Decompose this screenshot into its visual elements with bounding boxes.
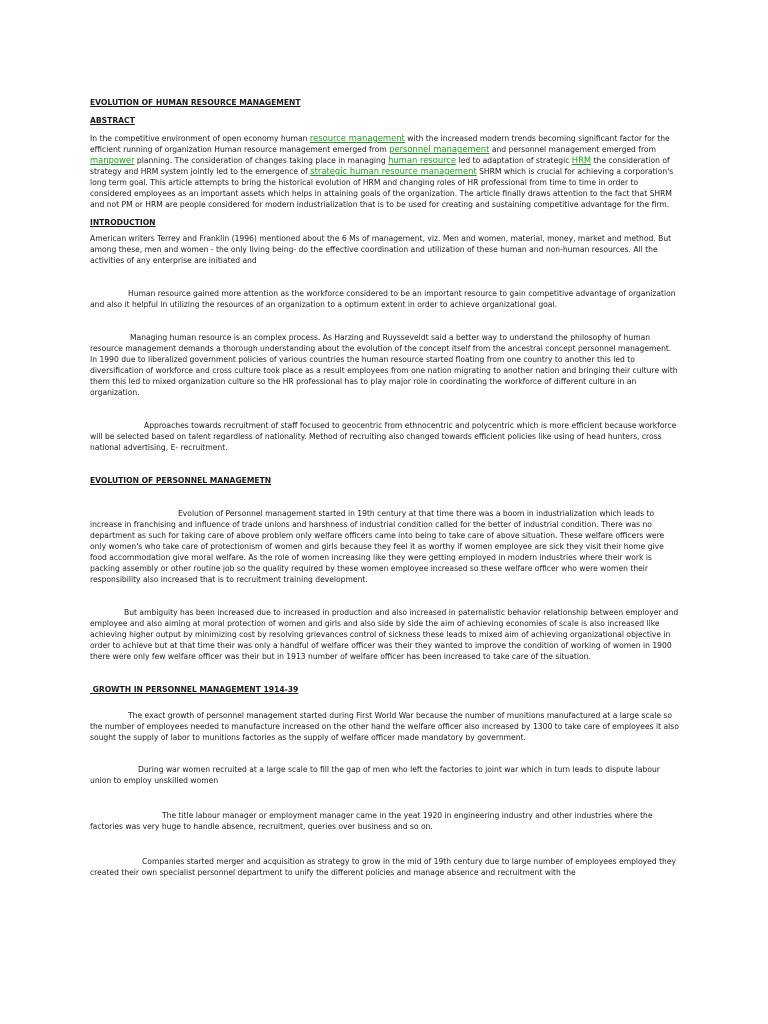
abstract-text: planning. The consideration of changes taking place in managing (134, 156, 389, 165)
intro-paragraph-4: Approaches towards recruitment of staff focused to geocentric from ethnocentric and polycentric which is more efficient because workforce will be selected based on talent regardless of nationality. Method of recruiting also changed towards efficient policies like using of head hunters, cross national advertising, E- recruitment. (90, 421, 677, 452)
link-manpower[interactable]: manpower (90, 155, 135, 165)
abstract-paragraph (90, 133, 680, 210)
abstract-text: with the increased modern trends becoming significant factor for the efficient running of organization Human resource management emerged from (90, 134, 670, 154)
growth-paragraph-1: The exact growth of personnel management started during First World War because the number of munitions manufactured at a large scale so the number of employees needed to manufacture increased on the other hand the welfare officer also increased by 1300 to take care of employees it also sought the supply of labor to munitions factories as the supply of welfare officer made mandatory by government. (90, 711, 679, 742)
intro-paragraph-2: Human resource gained more attention as the workforce considered to be an important resource to gain competitive advantage of organization and also it helpful in utilizing the resources of an organization to a optimum extent in order to achieve organizational goal. (90, 289, 676, 309)
growth-paragraph-2: During war women recruited at a large scale to fill the gap of men who left the factories to joint war which in turn leads to dispute labour union to employ unskilled women (90, 765, 660, 785)
link-resource-management[interactable]: resource management (309, 133, 405, 143)
abstract-text: In the competitive environment of open economy human (90, 134, 310, 143)
document-title: EVOLUTION OF HUMAN RESOURCE MANAGEMENT (90, 98, 301, 107)
abstract-text: led to adaptation of strategic (456, 156, 572, 165)
document-body (90, 97, 680, 878)
introduction-heading: INTRODUCTION (90, 218, 156, 227)
abstract-text: SHRM which is crucial for achieving a corporation's long term goal. This article attempts to bring the historical evolution of HRM and changing roles of HR professional from time to time in order to considered employees as an important assets which helps in attaining goals of the organization. The article finally draws attention to the fact that SHRM and not PM or HRM are people considered for modern industrialization that is to be used for creating and sustaining competitive advantage for the firm. (90, 167, 674, 209)
link-strategic-hrm[interactable]: strategic human resource management (310, 166, 477, 176)
abstract-text: the consideration of strategy and HRM system jointly led to the emergence of (90, 156, 670, 176)
link-human-resource[interactable]: human resource (388, 155, 457, 165)
personnel-paragraph-2: But ambiguity has been increased due to increased in production and also increased in paternalistic behavior relationship between employer and employee and also aiming at moral protection of women and girls and also side by side the aim of achieving economies of scale is also increased like achieving higher output by minimizing cost by resolving grievances control of sickness these leads to mixed aim of achieving organizational objective in order to achieve but at that time their was only a handful of welfare officer was their they wanted to improve the condition of working of women in 1900 there were only few welfare officer was their but in 1913 number of welfare officer has been increased to take care of the situation. (90, 608, 679, 661)
personnel-paragraph-1: Evolution of Personnel management started in 19th century at that time there was a boom in industrialization which leads to increase in franchising and influence of trade unions and harshness of industrial condition called for the better of industrial condition. There was no department as such for taking care of above problem only welfare officers came into being to take care of above situation. These welfare officers were only women's who take care of protectionism of women and girls because they feel it as worthy if women employee are sick they visit their home give food accommodation give moral welfare. As the role of women increasing like they were getting employed in modern industries where their work is packing assembly or other routine job so the quality required by these women employee increased so these welfare officer who were women their responsibility also increased that is to recruitment training development. (90, 509, 665, 584)
growth-paragraph-3: The title labour manager or employment manager came in the yeat 1920 in engineering industry and other industries where the factories was very huge to handle absence, recruitment, queries over business and so on. (90, 811, 653, 831)
abstract-text: and personnel management emerged from (489, 145, 656, 154)
personnel-heading: EVOLUTION OF PERSONNEL MANAGEMETN (90, 476, 272, 485)
growth-paragraph-4: Companies started merger and acquisition as strategy to grow in the mid of 19th century due to large number of employees employed they created their own specialist personnel department to unify the different policies and manage absence and recruitment with the (90, 857, 677, 877)
link-hrm[interactable]: HRM (571, 155, 592, 165)
abstract-heading: ABSTRACT (90, 116, 135, 125)
intro-paragraph-3: Managing human resource is an complex process. As Harzing and Ruysseveldt said a better way to understand the philosophy of human resource management demands a thorough understanding about the evolution of the concept itself from the ancestral concept personnel management. In 1990 due to liberalized government policies of various countries the human resource started floating from one country to another this led to diversification of workforce and cross culture took place as a result employees from one nation migrating to another nation and bringing their culture with them this led to mixed organization culture so the HR professional has to play major role in coordinating the workforce of different culture in an organization. (90, 333, 678, 397)
intro-paragraph-1: American writers Terrey and Franklin (1996) mentioned about the 6 Ms of management, viz. Men and women, material, money, market and method. But among these, men and women - the only living being- do the effective coordination and utilization of these human and non-human resources. All the activities of any enterprise are initiated and (90, 234, 672, 265)
link-personnel-management[interactable]: personnel management (389, 144, 490, 154)
growth-heading: GROWTH IN PERSONNEL MANAGEMENT 1914-39 (90, 685, 299, 694)
